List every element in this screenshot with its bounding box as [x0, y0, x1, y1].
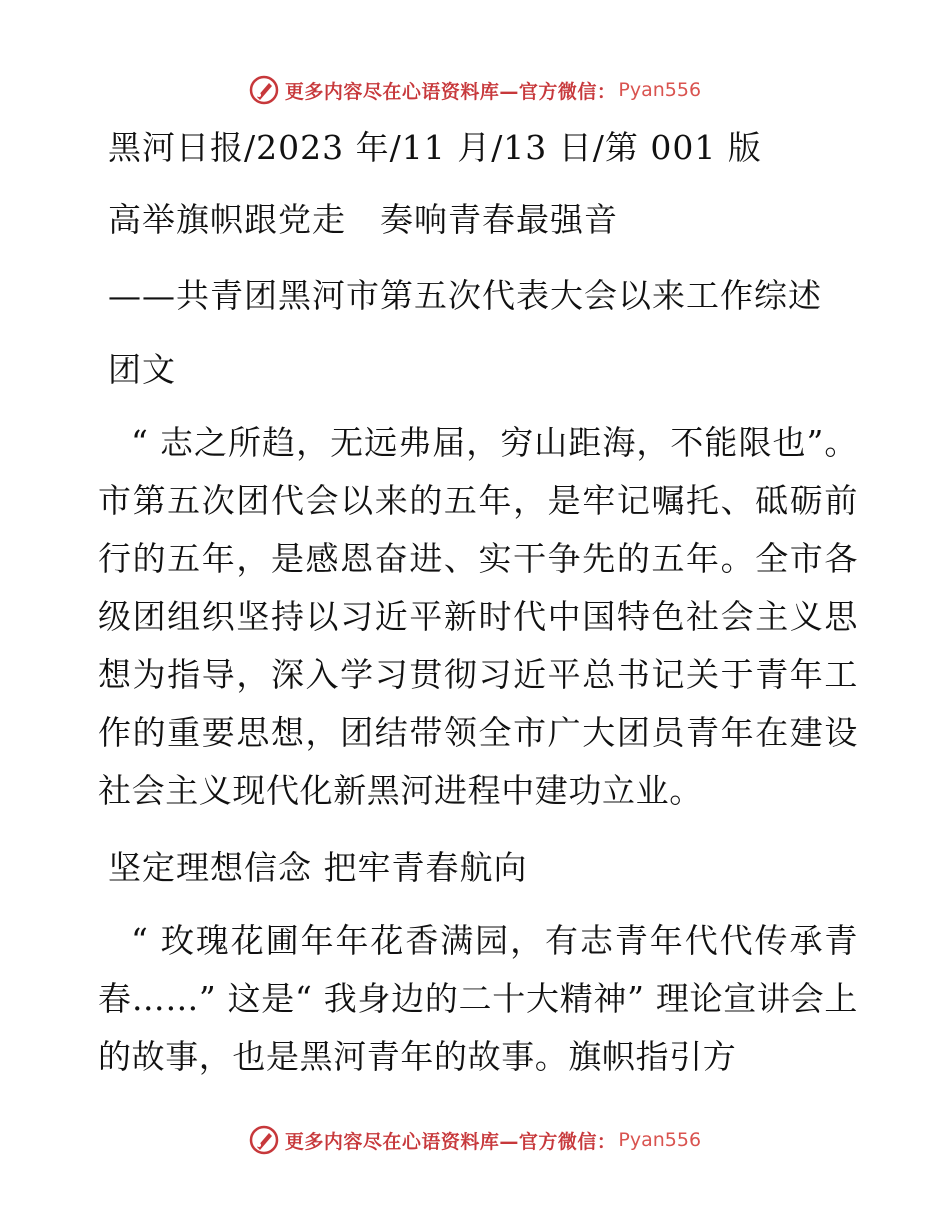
source-line: 黑河日报/2023 年/11 月/13 日/第 001 版: [108, 128, 762, 167]
article-author: 团文: [108, 350, 176, 389]
paragraph-1: “ 志之所趋，无远弗届，穷山距海，不能限也”。市第五次团代会以来的五年，是牢记嘱托、砥砺前行的五年，是感恩奋进、实干争先的五年。全市各级团组织坚持以习近平新时代中国特色社会主义思想为指导，深入学习贯彻习近平总书记关于青年工作的重要思想，团结带领全市广大团员青年在建设社会主义现代化新黑河进程中建功立业。: [98, 423, 858, 810]
article-subtitle: ——共青团黑河市第五次代表大会以来工作综述: [108, 276, 822, 315]
watermark-text: 更多内容尽在心语资料库—官方微信：: [284, 80, 617, 103]
watermark-wechat-id: Pyan556: [618, 79, 702, 101]
pen-logo-icon: [249, 1125, 279, 1155]
watermark-bottom: [0, 1120, 950, 1160]
pen-logo-icon: [249, 75, 279, 105]
article-title: 高举旗帜跟党走 奏响青春最强音: [108, 200, 618, 239]
section-heading: 坚定理想信念 把牢青春航向: [108, 848, 528, 887]
paragraph-2: “ 玫瑰花圃年年花香满园，有志青年代代传承青春……” 这是“ 我身边的二十大精神” 理论宣讲会上的故事，也是黑河青年的故事。旗帜指引方: [98, 921, 858, 1076]
watermark-wechat-id: Pyan556: [618, 1129, 702, 1151]
watermark-text: 更多内容尽在心语资料库—官方微信：: [284, 1130, 617, 1153]
watermark-top: [0, 70, 950, 110]
